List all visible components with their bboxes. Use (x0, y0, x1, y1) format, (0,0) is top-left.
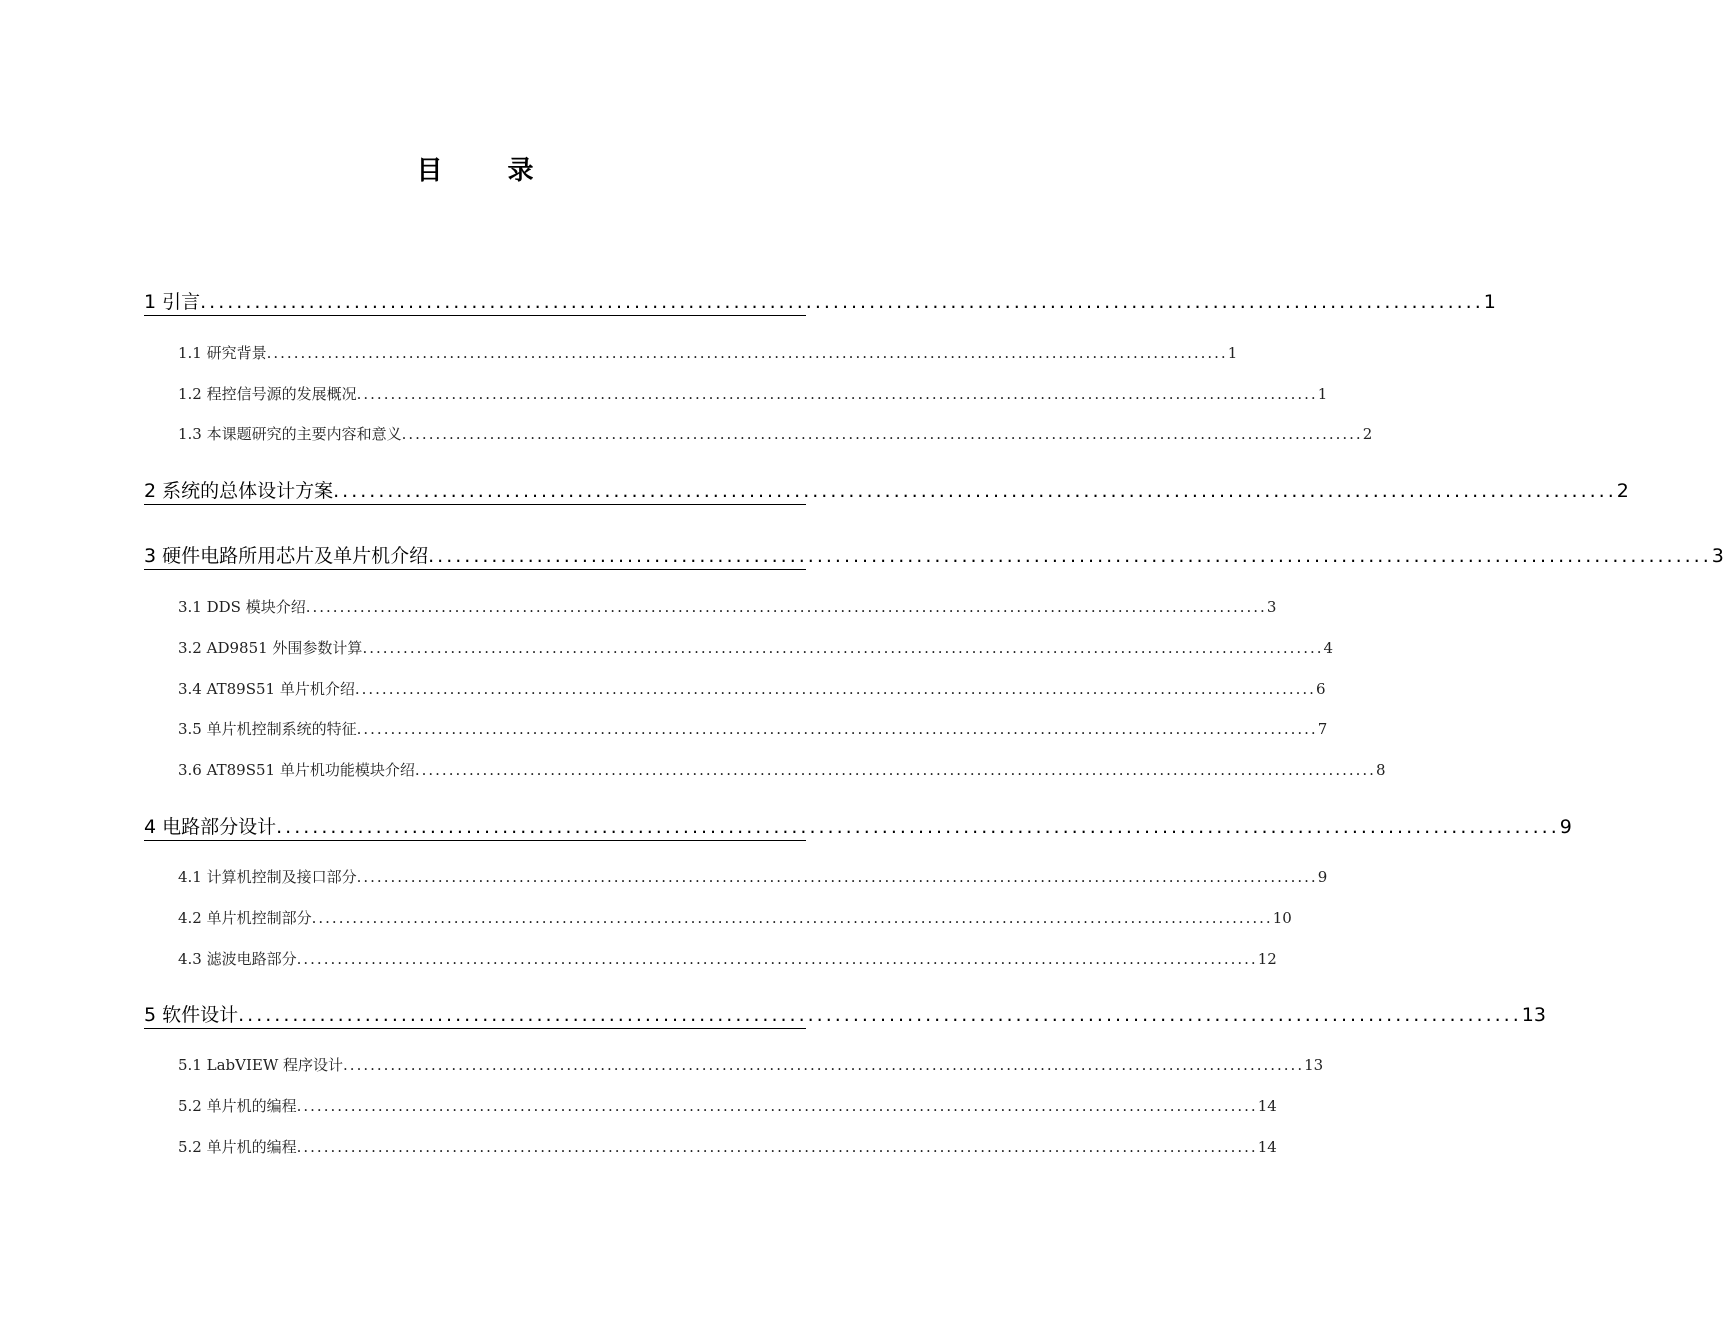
toc-page-number: 14 (1257, 1138, 1277, 1156)
toc-entry-label: 5.2 单片机的编程 (178, 1138, 297, 1156)
toc-entry-label: 3.4 AT89S51 单片机介绍 (178, 680, 355, 698)
toc-page-number: 9 (1317, 868, 1328, 886)
toc-page-number: 3 (1711, 545, 1724, 567)
toc-entry-section-3-1[interactable] (178, 596, 1277, 617)
toc-leader-dots: .............................................................................................................................................. (266, 344, 1228, 362)
toc-entry-label: 4 电路部分设计 (144, 816, 277, 838)
toc-entry-chapter-3[interactable] (144, 541, 1724, 570)
toc-entry-section-5-2[interactable] (178, 1095, 1277, 1116)
toc-leader-dots: .............................................................................................................................................. (354, 680, 1316, 698)
toc-entry-label: 3.5 单片机控制系统的特征 (178, 720, 357, 738)
toc-entry-label: 1.2 程控信号源的发展概况 (178, 385, 357, 403)
toc-leader-dots: .............................................................................................................................................. (356, 385, 1318, 403)
toc-page-number: 2 (1362, 425, 1373, 443)
toc-page-number: 12 (1257, 950, 1277, 968)
toc-entry-section-3-2[interactable] (178, 637, 1334, 658)
toc-entry-chapter-2[interactable] (144, 476, 1629, 505)
toc-entry-section-5-1[interactable] (178, 1054, 1324, 1075)
toc-leader-dots: .............................................................................................................................................. (362, 639, 1324, 657)
toc-entry-chapter-1[interactable] (144, 287, 1496, 316)
toc-entry-label: 4.2 单片机控制部分 (178, 909, 312, 927)
toc-leader-dots: .............................................................................................................................................. (296, 1097, 1258, 1115)
toc-leader-dots: .............................................................................................................................................. (305, 598, 1267, 616)
toc-page-number: 10 (1272, 909, 1292, 927)
toc-entry-label: 1.3 本课题研究的主要内容和意义 (178, 425, 402, 443)
toc-entry-label: 3.2 AD9851 外围参数计算 (178, 639, 363, 657)
toc-entry-label: 3.1 DDS 模块介绍 (178, 598, 306, 616)
toc-entry-section-1-2[interactable] (178, 383, 1328, 404)
toc-entry-label: 3 硬件电路所用芯片及单片机介绍 (144, 545, 429, 567)
toc-entry-label: 3.6 AT89S51 单片机功能模块介绍 (178, 761, 415, 779)
toc-page-number: 9 (1559, 816, 1572, 838)
toc-page-number: 7 (1317, 720, 1328, 738)
toc-page-number: 8 (1375, 761, 1386, 779)
toc-entry-section-4-1[interactable] (178, 866, 1328, 887)
toc-leader-dots: .............................................................................................................................................. (428, 545, 1712, 567)
toc-entry-section-1-3[interactable] (178, 423, 1373, 444)
toc-leader-dots: .............................................................................................................................................. (356, 720, 1318, 738)
toc-entry-section-4-2[interactable] (178, 907, 1292, 928)
toc-page-number: 1 (1317, 385, 1328, 403)
toc-leader-dots: .............................................................................................................................................. (296, 950, 1258, 968)
toc-entry-label: 5.1 LabVIEW 程序设计 (178, 1056, 344, 1074)
toc-leader-dots: .............................................................................................................................................. (200, 291, 1484, 313)
toc-entry-section-5-2-duplicate[interactable] (178, 1136, 1277, 1157)
toc-leader-dots: .............................................................................................................................................. (333, 480, 1617, 502)
toc-leader-dots: .............................................................................................................................................. (276, 816, 1560, 838)
toc-leader-dots: .............................................................................................................................................. (414, 761, 1376, 779)
toc-page-number: 6 (1315, 680, 1326, 698)
toc-page-number: 13 (1304, 1056, 1324, 1074)
toc-page-number: 1 (1227, 344, 1238, 362)
toc-entry-label: 4.1 计算机控制及接口部分 (178, 868, 357, 886)
page-title: 目 录 (416, 156, 562, 186)
toc-entry-section-3-6[interactable] (178, 759, 1386, 780)
toc-entry-chapter-4[interactable] (144, 812, 1572, 841)
toc-page-number: 2 (1616, 480, 1629, 502)
toc-leader-dots: .............................................................................................................................................. (296, 1138, 1258, 1156)
toc-entry-section-4-3[interactable] (178, 948, 1277, 969)
toc-leader-dots: .............................................................................................................................................. (356, 868, 1318, 886)
toc-entry-label: 1.1 研究背景 (178, 344, 267, 362)
toc-entry-label: 2 系统的总体设计方案 (144, 480, 334, 502)
toc-page-number: 3 (1266, 598, 1277, 616)
toc-entry-label: 1 引言 (144, 291, 201, 313)
toc-entry-label: 5 软件设计 (144, 1004, 239, 1026)
toc-entry-chapter-5[interactable] (144, 1000, 1546, 1029)
toc-leader-dots: .............................................................................................................................................. (401, 425, 1363, 443)
toc-entry-label: 5.2 单片机的编程 (178, 1097, 297, 1115)
toc-page-number: 14 (1257, 1097, 1277, 1115)
toc-entry-section-3-5[interactable] (178, 718, 1328, 739)
toc-entry-section-1-1[interactable] (178, 342, 1238, 363)
toc-page-number: 4 (1323, 639, 1334, 657)
toc-entry-section-3-4[interactable] (178, 678, 1326, 699)
toc-page-number: 1 (1483, 291, 1496, 313)
toc-leader-dots: .............................................................................................................................................. (238, 1004, 1522, 1026)
toc-leader-dots: .............................................................................................................................................. (343, 1056, 1305, 1074)
toc-entry-label: 4.3 滤波电路部分 (178, 950, 297, 968)
toc-page-number: 13 (1521, 1004, 1546, 1026)
toc-leader-dots: .............................................................................................................................................. (311, 909, 1273, 927)
